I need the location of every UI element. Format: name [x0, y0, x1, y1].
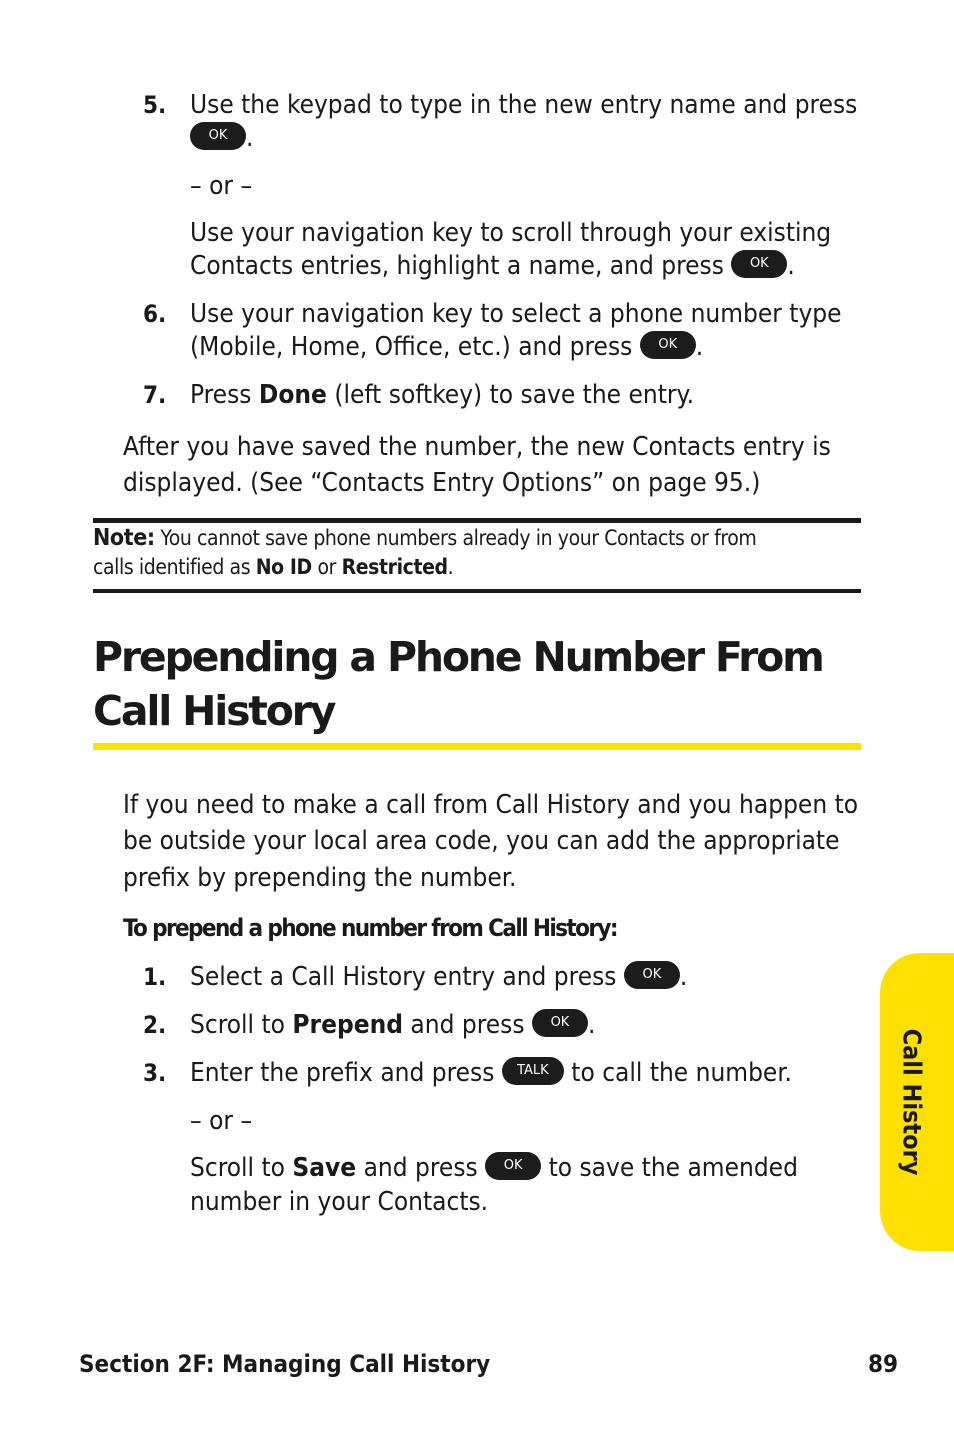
- restricted-label: Restricted: [341, 555, 448, 579]
- step-3-alt-line1: [190, 1152, 798, 1185]
- intro-line3: prefix by prepending the number.: [123, 863, 517, 893]
- alt-text-line1: Use your navigation key to scroll through your existing: [190, 218, 832, 248]
- heading-underline: [93, 743, 861, 750]
- ok-key-icon: OK: [190, 122, 246, 150]
- note-bottom-rule: [93, 589, 861, 593]
- step-5-number: 5.: [143, 91, 167, 119]
- talk-key-icon: TALK: [502, 1057, 564, 1085]
- step-3-alt-line2: number in your Contacts.: [190, 1187, 489, 1217]
- period: .: [246, 123, 254, 153]
- step-5-text: Use the keypad to type in the new entry name and press: [190, 90, 858, 120]
- note-line2: [93, 553, 453, 582]
- intro-line2: be outside your local area code, you can add the appropriate: [123, 826, 840, 856]
- ok-key-icon: OK: [640, 331, 696, 359]
- side-tab-label: Call History: [897, 1028, 927, 1176]
- section-heading-line1: Prepending a Phone Number From: [93, 633, 823, 681]
- alt-text-line2: [190, 250, 795, 283]
- note-text-2: calls identified as: [93, 555, 251, 579]
- ok-key-icon: OK: [731, 250, 787, 278]
- note-or: or: [317, 555, 336, 579]
- step-2-text: [190, 1009, 595, 1042]
- section-heading-line2: Call History: [93, 687, 335, 735]
- period: .: [695, 332, 704, 362]
- period: .: [679, 962, 688, 992]
- prepend-option-label: Prepend: [292, 1010, 403, 1040]
- after-paragraph-line1: After you have saved the number, the new Contacts entry is: [123, 432, 831, 462]
- step-7-pre: Press: [190, 380, 252, 410]
- save-option-label: Save: [292, 1153, 357, 1183]
- step-7-text: [190, 379, 694, 412]
- step-3-number: 3.: [143, 1059, 167, 1087]
- note-top-rule: [93, 518, 861, 523]
- page-number: 89: [868, 1350, 899, 1378]
- period: .: [787, 251, 795, 281]
- ok-key-icon: OK: [532, 1009, 588, 1037]
- period: .: [587, 1010, 596, 1040]
- step-5-line2: [190, 122, 253, 155]
- step-6-text: (Mobile, Home, Office, etc.) and press: [190, 332, 633, 362]
- note-line1: [93, 524, 756, 553]
- step-7-post: (left softkey) to save the entry.: [334, 380, 695, 410]
- step-7-number: 7.: [143, 381, 167, 409]
- alt-mid: and press: [363, 1153, 478, 1183]
- step-3-pre: Enter the prefix and press: [190, 1058, 495, 1088]
- step-1-number: 1.: [143, 963, 167, 991]
- procedure-subheading: To prepend a phone number from Call History:: [123, 914, 617, 942]
- note-text: You cannot save phone numbers already in your Contacts or from: [160, 526, 757, 550]
- after-paragraph-line2: displayed. (See “Contacts Entry Options” on page 95.): [123, 468, 761, 498]
- ok-key-icon: OK: [624, 961, 680, 989]
- step-2-number: 2.: [143, 1011, 167, 1039]
- or-separator: – or –: [190, 171, 253, 201]
- alt-pre: Scroll to: [190, 1153, 285, 1183]
- intro-line1: If you need to make a call from Call History and you happen to: [123, 790, 859, 820]
- step-2-post: and press: [410, 1010, 525, 1040]
- step-6-line1: Use your navigation key to select a phone number type: [190, 299, 842, 329]
- step-6-line2: [190, 331, 703, 364]
- ok-key-icon: OK: [485, 1152, 541, 1180]
- step-3-post: to call the number.: [571, 1058, 792, 1088]
- footer-section-title: Section 2F: Managing Call History: [79, 1350, 491, 1378]
- alt-post: to save the amended: [548, 1153, 798, 1183]
- step-3-text: [190, 1057, 792, 1090]
- done-softkey-label: Done: [258, 380, 327, 410]
- note-period: .: [447, 555, 454, 579]
- or-separator: – or –: [190, 1106, 253, 1136]
- note-label: Note:: [93, 525, 155, 551]
- no-id-label: No ID: [255, 555, 312, 579]
- step-1-label: Select a Call History entry and press: [190, 962, 617, 992]
- step-2-pre: Scroll to: [190, 1010, 285, 1040]
- step-6-number: 6.: [143, 300, 167, 328]
- alt-text: Contacts entries, highlight a name, and press: [190, 251, 724, 281]
- step-1-text: [190, 961, 687, 994]
